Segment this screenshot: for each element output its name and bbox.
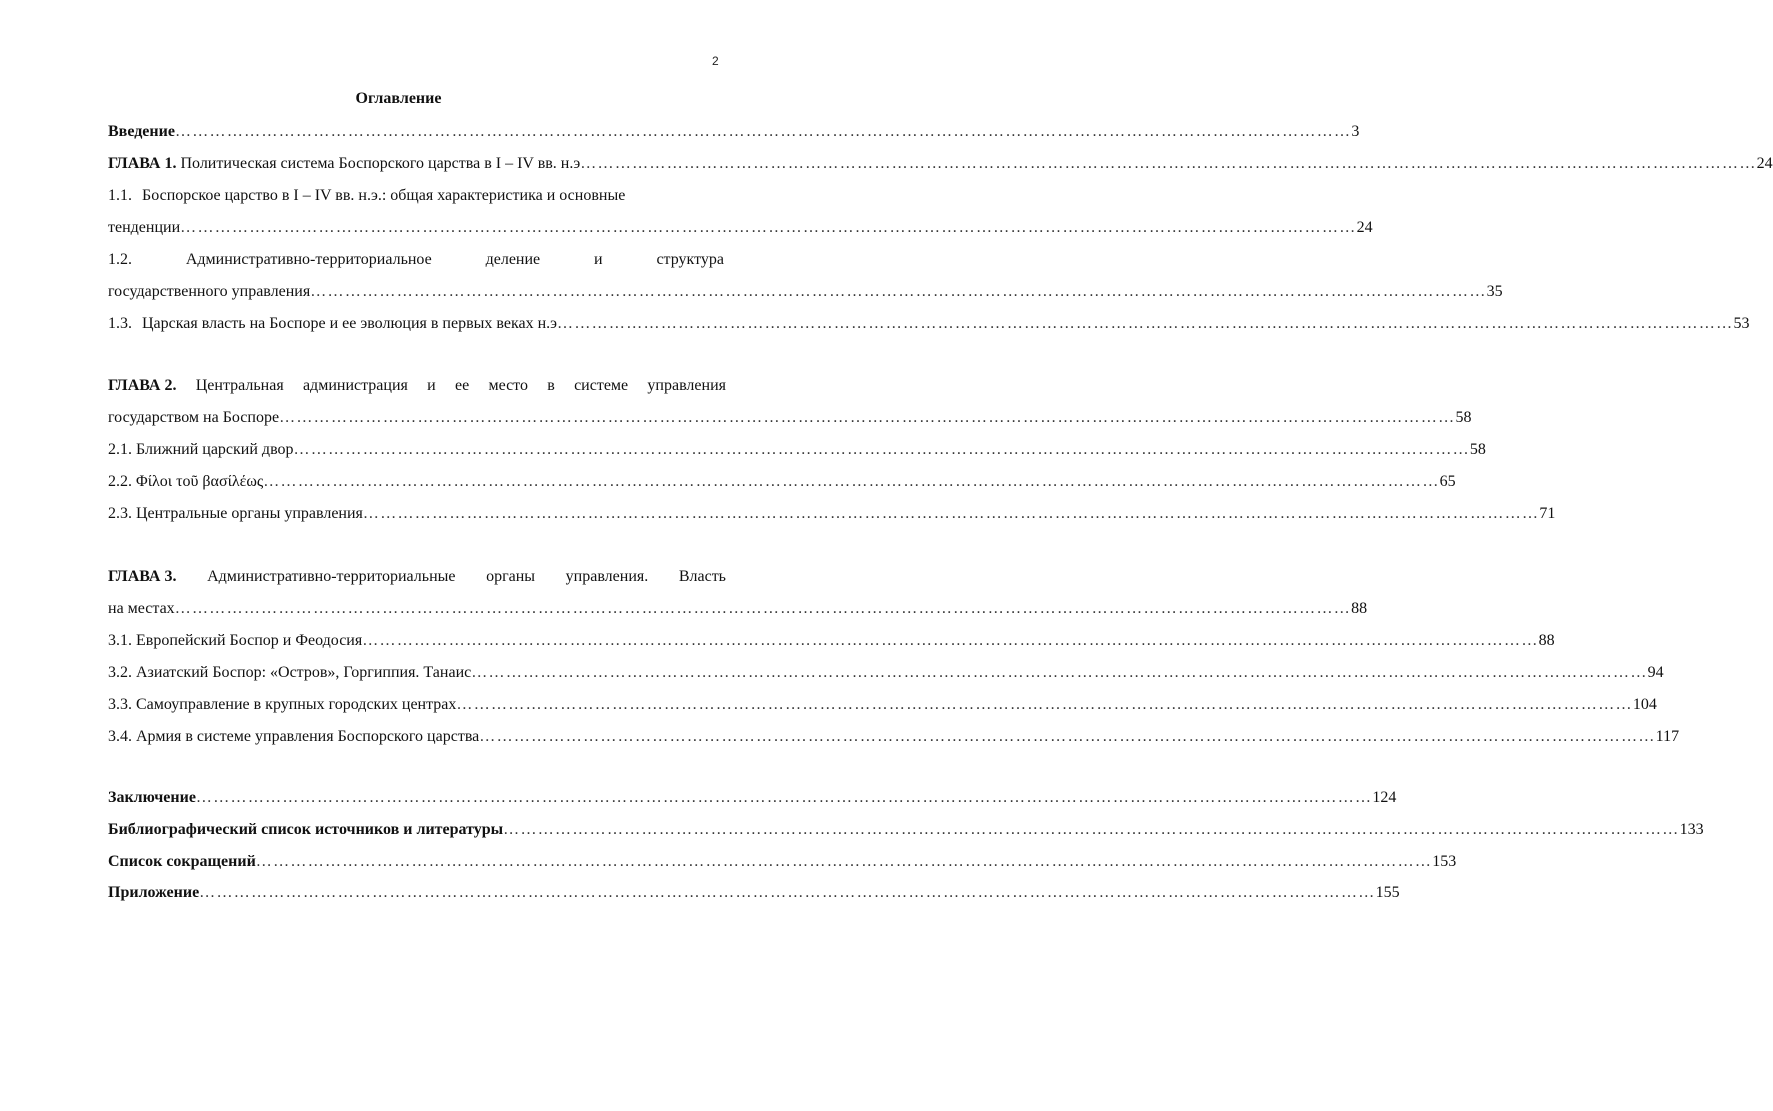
section-3-4-label: 3.4. Армия в системе управления Боспорского царства (108, 728, 480, 745)
toc-entry-3-4 (108, 727, 1680, 747)
toc-entry-bibliography (108, 820, 1704, 840)
section-2-1-label: 2.1. Ближний царский двор (108, 441, 294, 458)
leader-dots: …………………………………………………………………………………………………………………………………………………………………………………… (180, 219, 1357, 236)
chapter-3-word: Административно-территориальные (207, 568, 456, 585)
chapter-2-word: ее (454, 377, 470, 394)
toc-entry-2-2 (108, 472, 1456, 492)
section-1-1-number: 1.1. (108, 187, 132, 204)
leader-dots: …………………………………………………………………………………………………………………………………………………………………………………… (293, 441, 1470, 458)
toc-entry-chapter-2-line2 (108, 408, 1472, 428)
toc-entry-3-2 (108, 663, 1664, 683)
section-2-1-page: 58 (1469, 441, 1486, 458)
section-3-2-page: 94 (1647, 664, 1664, 681)
section-2-3-page: 71 (1539, 505, 1556, 522)
leader-dots: …………………………………………………………………………………………………………………………………………………………………………………… (471, 664, 1648, 681)
leader-dots: …………………………………………………………………………………………………………………………………………………………………………………… (195, 789, 1373, 806)
section-1-3-title: Царская власть на Боспоре и ее эволюция в первых веках н.э (142, 315, 558, 332)
section-1-2-page: 35 (1486, 283, 1503, 300)
leader-dots: …………………………………………………………………………………………………………………………………………………………………………………… (199, 884, 1376, 901)
section-3-4-page: 117 (1655, 728, 1680, 745)
leader-dots: …………………………………………………………………………………………………………………………………………………………………………………… (503, 821, 1680, 838)
leader-dots: …………………………………………………………………………………………………………………………………………………………………………………… (456, 696, 1633, 713)
abbreviations-page: 153 (1432, 853, 1457, 870)
conclusion-page: 124 (1372, 789, 1397, 806)
section-1-3-number: 1.3. (108, 315, 132, 332)
section-1-1-title-cont: тенденции (108, 219, 181, 236)
appendix-label: Приложение (108, 884, 200, 901)
section-1-2-number: 1.2. (108, 251, 132, 268)
chapter-3-word: управления. (565, 568, 649, 585)
abbreviations-label: Список сокращений (108, 853, 256, 870)
leader-dots: …………………………………………………………………………………………………………………………………………………………………………………… (479, 728, 1656, 745)
toc-entry-chapter-2-line1 (108, 376, 726, 396)
toc-entry-intro-page: 3 (1351, 123, 1360, 140)
chapter-3-word: органы (486, 568, 536, 585)
section-1-2-word: структура (656, 251, 724, 268)
section-1-3-label (108, 314, 557, 334)
bibliography-label: Библиографический список источников и литературы (108, 821, 504, 838)
section-3-2-label: 3.2. Азиатский Боспор: «Остров», Горгиппия. Танаис (108, 664, 472, 681)
toc-entry-3-3 (108, 695, 1657, 715)
toc-entry-appendix (108, 883, 1400, 903)
leader-dots: …………………………………………………………………………………………………………………………………………………………………………………… (557, 315, 1734, 332)
toc-entry-2-1 (108, 440, 1486, 460)
section-1-1-page: 24 (1356, 219, 1373, 236)
appendix-page: 155 (1375, 884, 1400, 901)
leader-dots: …………………………………………………………………………………………………………………………………………………………………………………… (255, 853, 1433, 870)
chapter-2-title-cont: государством на Боспоре (108, 409, 280, 426)
toc-entry-chapter-1 (108, 154, 1773, 174)
toc-entry-conclusion (108, 788, 1397, 808)
chapter-2-page: 58 (1455, 409, 1472, 426)
leader-dots: …………………………………………………………………………………………………………………………………………………………………………………… (310, 283, 1487, 300)
leader-dots: …………………………………………………………………………………………………………………………………………………………………………………… (362, 632, 1539, 649)
toc-entry-abbreviations (108, 852, 1457, 872)
leader-dots: …………………………………………………………………………………………………………………………………………………………………………………… (279, 409, 1456, 426)
toc-entry-1-1-line2 (108, 218, 1373, 238)
section-3-3-label: 3.3. Самоуправление в крупных городских центрах (108, 696, 457, 713)
toc-entry-3-1 (108, 631, 1555, 651)
chapter-2-word: администрация (302, 377, 408, 394)
chapter-2-word: системе (574, 377, 629, 394)
toc-entry-1-2-line1 (108, 250, 724, 270)
section-2-2-page: 65 (1439, 473, 1456, 490)
toc-entry-1-1-line1 (108, 186, 724, 206)
section-2-3-label: 2.3. Центральные органы управления (108, 505, 363, 522)
section-1-3-page: 53 (1733, 315, 1750, 332)
toc-entry-chapter-3-line1 (108, 567, 726, 587)
section-3-1-label: 3.1. Европейский Боспор и Феодосия (108, 632, 363, 649)
leader-dots: …………………………………………………………………………………………………………………………………………………………………………………… (174, 600, 1352, 617)
section-1-2-word: деление (485, 251, 541, 268)
toc-entry-1-2-line2 (108, 282, 1503, 302)
chapter-3-heading: ГЛАВА 3. (108, 568, 177, 585)
chapter-3-title-cont: на местах (108, 600, 175, 617)
chapter-3-page: 88 (1351, 600, 1368, 617)
bibliography-page: 133 (1679, 821, 1704, 838)
section-1-2-title-cont: государственного управления (108, 283, 311, 300)
toc-entry-intro (108, 122, 1360, 142)
chapter-1-title: Политическая система Боспорского царства в I – IV вв. н.э (180, 155, 581, 172)
conclusion-label: Заключение (108, 789, 196, 806)
leader-dots: …………………………………………………………………………………………………………………………………………………………………………………… (263, 473, 1440, 490)
section-2-2-label: 2.2. Φίλοι τοῦ βασίλέως (108, 473, 264, 490)
chapter-1-label (108, 154, 580, 174)
section-1-2-word: и (594, 251, 603, 268)
chapter-2-heading: ГЛАВА 2. (108, 377, 177, 394)
chapter-1-page: 24 (1756, 155, 1773, 172)
leader-dots: …………………………………………………………………………………………………………………………………………………………………………………… (580, 155, 1757, 172)
section-3-3-page: 104 (1632, 696, 1657, 713)
toc-entry-chapter-3-line2 (108, 599, 1368, 619)
section-1-1-title: Боспорское царство в I – IV вв. н.э.: общая характеристика и основные (142, 187, 626, 204)
chapter-2-word: место (488, 377, 528, 394)
chapter-2-word: управления (647, 377, 726, 394)
chapter-3-word: Власть (678, 568, 726, 585)
leader-dots: …………………………………………………………………………………………………………………………………………………………………………………… (362, 505, 1540, 522)
section-3-1-page: 88 (1538, 632, 1555, 649)
chapter-2-word: в (547, 377, 555, 394)
leader-dots: …………………………………………………………………………………………………………………………………………………………………………………… (174, 123, 1352, 140)
toc-entry-intro-label: Введение (108, 123, 175, 140)
toc-entry-1-3 (108, 314, 1750, 334)
chapter-2-word: Центральная (195, 377, 284, 394)
page-number: 2 (712, 54, 719, 68)
chapter-2-word: и (427, 377, 436, 394)
section-1-2-word: Административно-территориальное (185, 251, 432, 268)
chapter-1-heading: ГЛАВА 1. (108, 155, 177, 172)
toc-title: Оглавление (355, 90, 442, 107)
toc-entry-2-3 (108, 504, 1556, 524)
